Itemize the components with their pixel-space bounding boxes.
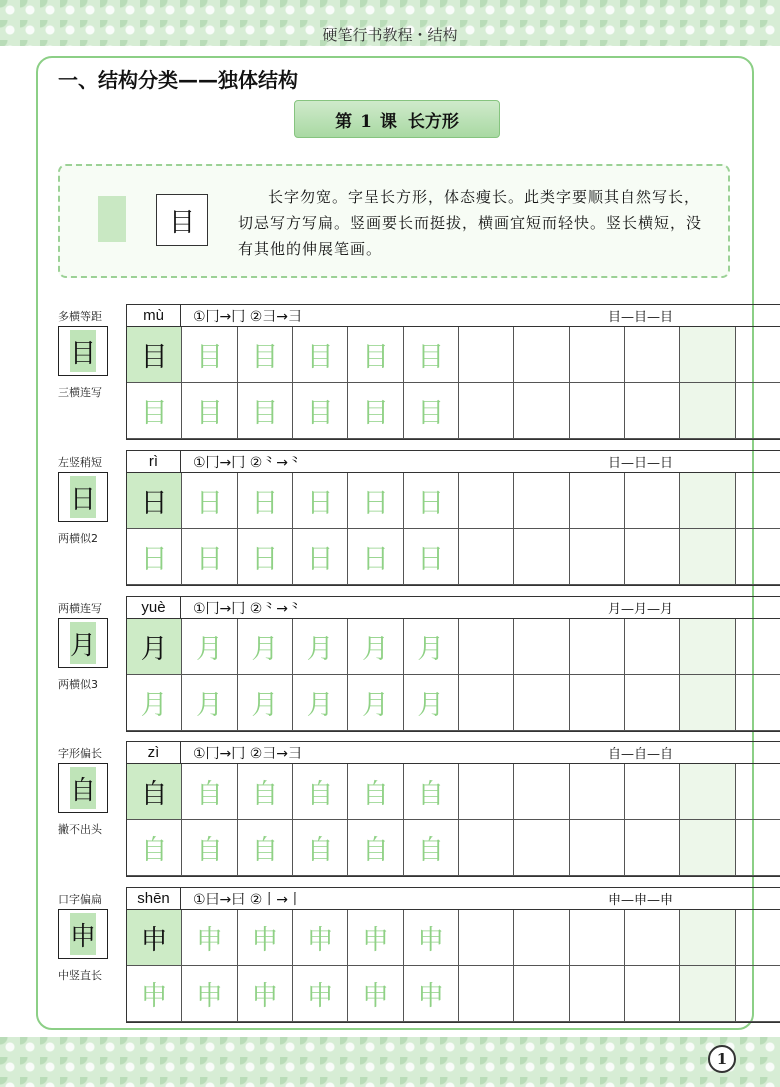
blank-cell [570, 675, 625, 731]
blank-cell [680, 473, 735, 529]
stroke-steps: ①冂→冂 ②⺕→⺕ [193, 309, 303, 325]
stroke-steps: ①曰→曰 ②丨→丨 [193, 892, 303, 908]
row-tip-top: 口字偏扁 [58, 893, 102, 906]
blank-cell [514, 529, 569, 585]
practice-grid [126, 450, 780, 586]
blank-cell [514, 473, 569, 529]
trace-cell: 日 [404, 473, 459, 529]
trace-cell: 目 [404, 383, 459, 439]
practice-grid [126, 596, 780, 732]
row-tip-bottom: 两横似2 [58, 532, 98, 545]
trace-cell: 月 [293, 619, 348, 675]
pinyin: yuè [127, 597, 181, 618]
blank-cell [570, 529, 625, 585]
blank-cell [459, 675, 514, 731]
blank-cell [570, 966, 625, 1022]
blank-cell [625, 473, 680, 529]
blank-cell [680, 619, 735, 675]
blank-cell [625, 966, 680, 1022]
grid-cells [127, 327, 780, 439]
blank-cell [736, 473, 780, 529]
grid-cells [127, 619, 780, 731]
trace-cell: 日 [127, 529, 182, 585]
blank-cell [625, 820, 680, 876]
model-char: 目 [70, 330, 96, 372]
row-tip-top: 字形偏长 [58, 747, 102, 760]
blank-cell [570, 473, 625, 529]
model-char: 申 [70, 913, 96, 955]
trace-cell: 日 [182, 473, 237, 529]
trace-cell: 自 [182, 820, 237, 876]
pinyin: zì [127, 742, 181, 763]
trace-cell: 目 [127, 383, 182, 439]
grid-info-bar [127, 742, 780, 764]
trace-cell: 月 [404, 675, 459, 731]
trace-cell: 自 [404, 820, 459, 876]
blank-cell [736, 966, 780, 1022]
trace-cell: 月 [293, 675, 348, 731]
trace-cell: 日 [293, 473, 348, 529]
trace-cell: 目 [182, 383, 237, 439]
header-title: 硬笔行书教程・结构 [322, 26, 458, 44]
trace-cell: 申 [238, 966, 293, 1022]
blank-cell [514, 966, 569, 1022]
grid-info-bar [127, 888, 780, 910]
blank-cell [680, 764, 735, 820]
char-sequence: 日—日—日 [607, 456, 673, 471]
trace-cell: 日 [238, 529, 293, 585]
row-tip-bottom: 三横连写 [58, 386, 102, 399]
blank-cell [625, 910, 680, 966]
trace-cell: 目 [238, 327, 293, 383]
example-cell: 申 [127, 910, 182, 966]
blank-cell [570, 383, 625, 439]
row-tip-top: 左竖稍短 [58, 456, 102, 469]
blank-cell [625, 529, 680, 585]
trace-cell: 目 [182, 327, 237, 383]
blank-cell [459, 383, 514, 439]
model-char-box [58, 763, 108, 813]
trace-cell: 自 [127, 820, 182, 876]
trace-cell: 自 [293, 764, 348, 820]
trace-cell: 月 [127, 675, 182, 731]
pinyin: shēn [127, 888, 181, 909]
blank-cell [625, 764, 680, 820]
grid-info-bar [127, 451, 780, 473]
blank-cell [459, 966, 514, 1022]
intro-sample-char: 目 [156, 194, 208, 246]
trace-cell: 日 [348, 529, 403, 585]
trace-cell: 日 [182, 529, 237, 585]
blank-cell [625, 675, 680, 731]
grid-cells [127, 473, 780, 585]
blank-cell [736, 675, 780, 731]
model-char-box [58, 618, 108, 668]
blank-cell [459, 910, 514, 966]
blank-cell [514, 820, 569, 876]
trace-cell: 申 [127, 966, 182, 1022]
blank-cell [736, 910, 780, 966]
blank-cell [736, 619, 780, 675]
row-tip-top: 两横连写 [58, 602, 102, 615]
grid-cells [127, 910, 780, 1022]
footer-decor-band [0, 1037, 780, 1087]
trace-cell: 申 [348, 966, 403, 1022]
blank-cell [514, 619, 569, 675]
trace-cell: 日 [404, 529, 459, 585]
row-tip-top: 多横等距 [58, 310, 102, 323]
blank-cell [736, 529, 780, 585]
blank-cell [459, 764, 514, 820]
trace-cell: 自 [238, 764, 293, 820]
trace-cell: 日 [348, 473, 403, 529]
blank-cell [625, 619, 680, 675]
trace-cell: 自 [404, 764, 459, 820]
blank-cell [514, 327, 569, 383]
pinyin: rì [127, 451, 181, 472]
row-tip-bottom: 两横似3 [58, 678, 98, 691]
blank-cell [570, 820, 625, 876]
blank-cell [680, 966, 735, 1022]
stroke-steps: ①冂→冂 ②⺀→⺀ [193, 455, 303, 471]
stroke-steps: ①冂→冂 ②⺀→⺀ [193, 601, 303, 617]
trace-cell: 目 [238, 383, 293, 439]
trace-cell: 自 [238, 820, 293, 876]
model-char-box [58, 326, 108, 376]
trace-cell: 申 [182, 966, 237, 1022]
model-char: 自 [70, 767, 96, 809]
trace-cell: 申 [348, 910, 403, 966]
trace-cell: 月 [348, 675, 403, 731]
blank-cell [514, 764, 569, 820]
grid-info-bar [127, 597, 780, 619]
intro-text: 长字勿宽。字呈长方形，体态瘦长。此类字要顺其自然写长，切忌写方写扁。竖画要长而挺拔，横画宜短而轻快。竖长横短，没有其他的伸展笔画。 [238, 188, 703, 258]
blank-cell [570, 910, 625, 966]
trace-cell: 目 [404, 327, 459, 383]
blank-cell [514, 383, 569, 439]
example-cell: 自 [127, 764, 182, 820]
trace-cell: 自 [293, 820, 348, 876]
trace-cell: 自 [348, 764, 403, 820]
trace-cell: 日 [293, 529, 348, 585]
blank-cell [680, 675, 735, 731]
practice-grid [126, 887, 780, 1023]
blank-cell [736, 820, 780, 876]
practice-grid [126, 304, 780, 440]
section-title: 一、结构分类——独体结构 [58, 68, 298, 92]
trace-cell: 申 [404, 966, 459, 1022]
model-char: 日 [70, 476, 96, 518]
blank-cell [514, 675, 569, 731]
blank-cell [625, 327, 680, 383]
char-sequence: 月—月—月 [607, 602, 673, 617]
model-char-box [58, 909, 108, 959]
model-char: 月 [70, 622, 96, 664]
trace-cell: 月 [348, 619, 403, 675]
stroke-steps: ①冂→冂 ②⺕→⺕ [193, 746, 303, 762]
lesson-name: 长方形 [407, 111, 459, 132]
blank-cell [459, 473, 514, 529]
trace-cell: 申 [293, 966, 348, 1022]
blank-cell [459, 529, 514, 585]
trace-cell: 申 [293, 910, 348, 966]
row-tip-bottom: 撇不出头 [58, 823, 102, 836]
lesson-number: 第 1 课 [335, 111, 398, 132]
row-tip-bottom: 中竖直长 [58, 969, 102, 982]
blank-cell [459, 820, 514, 876]
char-sequence: 申—申—申 [607, 893, 673, 908]
blank-cell [459, 619, 514, 675]
lesson-banner [294, 100, 500, 138]
trace-cell: 目 [293, 327, 348, 383]
trace-cell: 月 [238, 675, 293, 731]
trace-cell: 月 [404, 619, 459, 675]
blank-cell [680, 529, 735, 585]
blank-cell [736, 764, 780, 820]
trace-cell: 申 [404, 910, 459, 966]
practice-grid [126, 741, 780, 877]
blank-cell [514, 910, 569, 966]
trace-cell: 目 [348, 383, 403, 439]
trace-cell: 自 [348, 820, 403, 876]
blank-cell [736, 383, 780, 439]
blank-cell [680, 383, 735, 439]
blank-cell [680, 910, 735, 966]
char-sequence: 目—目—目 [607, 310, 673, 325]
trace-cell: 日 [238, 473, 293, 529]
blank-cell [625, 383, 680, 439]
trace-cell: 月 [238, 619, 293, 675]
page-number: 1 [708, 1045, 736, 1073]
trace-cell: 月 [182, 675, 237, 731]
blank-cell [680, 327, 735, 383]
trace-cell: 目 [293, 383, 348, 439]
trace-cell: 申 [182, 910, 237, 966]
trace-cell: 申 [238, 910, 293, 966]
example-cell: 目 [127, 327, 182, 383]
model-char-box [58, 472, 108, 522]
blank-cell [680, 820, 735, 876]
trace-cell: 自 [182, 764, 237, 820]
grid-info-bar [127, 305, 780, 327]
blank-cell [570, 327, 625, 383]
blank-cell [570, 764, 625, 820]
trace-cell: 月 [182, 619, 237, 675]
blank-cell [459, 327, 514, 383]
blank-cell [736, 327, 780, 383]
blank-cell [570, 619, 625, 675]
grid-cells [127, 764, 780, 876]
example-cell: 日 [127, 473, 182, 529]
example-cell: 月 [127, 619, 182, 675]
pinyin: mù [127, 305, 181, 326]
intro-shade-block [98, 196, 126, 242]
trace-cell: 目 [348, 327, 403, 383]
char-sequence: 自—自—自 [607, 747, 673, 762]
